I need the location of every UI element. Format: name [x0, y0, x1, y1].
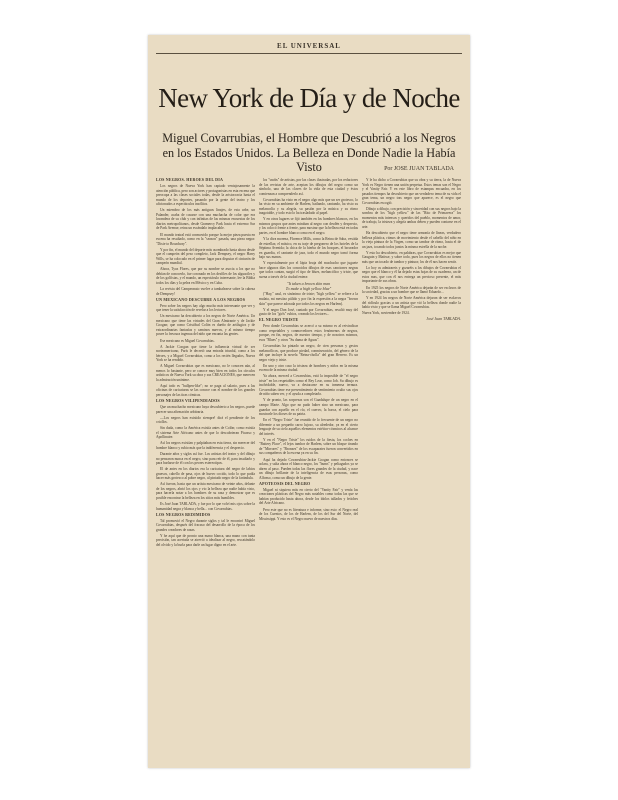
section-heading: LOS NEGROS VILIPENDIADOS: [156, 398, 220, 404]
paragraph: La revista del Campeonato vuelve a tambalearse sobre la cabeza de Dempsey!: [156, 287, 255, 296]
subheadline: Miguel Covarrubias, el Hombre que Descubrió a los Negros en los Estados Unidos. La Belleza en Donde Nadie la Había Visto: [162, 131, 456, 174]
paragraph: Tal promovió el Negro durante siglos y tal le encontró Miguel Covarrubias, después del fracaso del desarrollo de la época de los grandes creadores de razas.: [156, 518, 255, 532]
paragraph: Y en otros lugares se fijó también en los hombres blancos, en los mismos grupos que antes miraban al negro con desdén y desprecio, y los colocó frente a frente, para mostrar que la belleza está en todas partes, en el hombre blanco como en el negro.: [259, 217, 358, 236]
paragraph: Aquí ha dejado Covarrubias-Jackie Coogan como entonces se aclara, y salta ahora el blanco negro, los "bums" y peliagudos ya se abren al paso. Pueden todas las flores grandes de la ciudad, y nace un dibujo brillante de la inteligencia de esas personas, como Alfonso, como un dibujo de la gente.: [259, 457, 358, 480]
paragraph: Un miembro de los más antiguos linajes, de esta urbe, un Palander, acaba de casarse con una muchacha de color que era lavandera de su club y con infinitas de las mismas encuestas de los diarios metropolitanos, desde Gramercy Park hasta el extremo Sur de Park Avenue, reina un escándalo implacable.: [156, 208, 255, 231]
signature: José Juan TABLADA.: [426, 316, 461, 322]
section-heading: UN MEXICANO DESCUBRE A LOS NEGROS: [156, 296, 246, 302]
paragraph: El mundo teatral está conmovido porque la mejor pieza puesta en escena ha resultado, como en la "season" pasada, una pieza negra: "Dixie to Broadway".: [156, 232, 255, 246]
paragraph: Durante años y siglos así fue. Los artistas del teatro y del dibujo no pensaron nunca en el negro, sino para reír de él, para insultarlo y para burlarse de él con los peores estereotipos.: [156, 452, 255, 466]
paragraph: —Los negros han existido siempre! dirá el pendiente de los criollos.: [156, 415, 255, 425]
paragraph: Ha descubierto que el negro tiene armonía de líneas, verdadero belleza plástica, ritmos de movimiento desde el cabello del niño en la vieja pintura de la Virgen, como un tambor de ritmo, hasta el de un jazz, tocando todos juntos la misma estrella de la noche.: [362, 231, 461, 249]
column-3: [362, 178, 461, 760]
paragraph: Y de pronto, las sorpresas son el Guadalupe de un negro en el campo Marte. Algo que no pudo haber sino un mexicano, para guardar con aquello en el río, el cuervo, la barca, el cielo para mostrarle los dioses de su patria.: [259, 398, 358, 417]
paragraph: Pero este que no es literatura e informe, sino esto: el Negro real de los Cuentos, de los de Harlem, de los del Sur del Norte, del Mississippi. Y esto es el Negro nuevo de nuestros días.: [259, 507, 358, 521]
paragraph: Y en el "Negro Triste" los ruidos de la fiesta, los coches en "Battery Place", el lejos tambor de Harlem, sobre un bloque tirando de "Mirrores" y "Bronzes" de los escaparates fueron convertidos en sus compañeros de la escena ya en su fin.: [259, 437, 358, 456]
dateline: Nueva York, noviembre de 1924.: [362, 311, 410, 316]
masthead-rule: [156, 53, 462, 54]
newspaper-page: [148, 35, 470, 768]
paragraph: Los negros de Nueva York han captado ventajosamente la atención pública, pero son actores y protagonistas en esta escena que preocupa a las clases sociales todas, desde la aristocracia hasta el mundo de los deportes, pasando por la gente del teatro y los aficionados a espectáculos insólitos.: [156, 184, 255, 207]
section-heading: EL NEGRO TRISTE: [259, 317, 299, 323]
paragraph: Y la diva morena, Florence Mills, como la Reina de Saba, vestida de estrellas; el músico, en su traje de pregonero de los hoteles de la Séptima Avenida; la chica de la hierba de los bosques, el boxeador en guardia, el cantante de jazz, todo el mundo negro tomó forma bajo sus manos.: [259, 237, 358, 260]
paragraph: Y por fin, el mundo del deporte más asombrado hasta ahora desde que el campeón del peso completo, Jack Dempsey, el negro Harry Wills, se ha colocado en el primer lugar para disputar el cinturón de campeón mundial.: [156, 247, 255, 266]
paragraph: En uno y otro caso la tristeza de hombres y niños en la misma escena de la misma ciudad.: [259, 363, 358, 373]
paragraph: Así los negros existían y palpitaban en esta tierra, sin merecer del hombre blanco y rubio más que la indiferencia y el desprecio.: [156, 441, 255, 450]
paragraph: Y especialmente por el lápiz bruja del muchacho que juguete hace algunos días los conocidos dibujos de esas canciones negras que todos cantan, surgió el tipo de blues, melancólico y triste, que suena a través de la ciudad entera:: [259, 261, 358, 279]
paragraph: Covarrubias ha visto en el negro algo más que un ser grotesco, lo ha visto en su ambiente de Harlem, bailando, cantando, ha visto su melancolía y su alegría, su pasión por la música y su ritmo inagotable, y todo esto lo ha trasladado al papel.: [259, 197, 358, 216]
paragraph: Y esto ha descubierto, en palabras, que Covarrubias es mejor que Gauguin y Matisse, y sobre todo, pues los negros de ellos no tienen más que un tocado de tambor y pintura; los de él nos hacen sentir.: [362, 250, 461, 264]
paragraph: los "snobs" de artistas, por las clases ilustradas, por los redactores de las revistas de arte, aceptan los dibujos del negro como un símbolo, una de las claves de la vida de esta ciudad y éstos comienzan a comprenderlo así.: [259, 178, 358, 196]
paragraph: A Miguel Covarrubias que es mexicano, no le conocen aún, al menos lo bastante, pero se conoce muy bien en todos los círculos artísticos de Nueva York su obra y sus CREACIONES, que merecen la admiración unánime.: [156, 364, 255, 382]
section-heading: APOTEOSIS DEL NEGRO: [259, 480, 311, 486]
byline: Por JOSE JUAN TABLADA: [384, 166, 454, 172]
song-lyrics: "It taken a brown skin man To make a high yellow blue": [285, 280, 332, 291]
paragraph: Es José Juan TABLADA, y fue por lo que volví mis ojos sobre la humanidad negra y blanca y bella... con Covarrubias.: [156, 502, 255, 511]
column-1: [156, 178, 255, 760]
paragraph: Dibujo a dibujo, con precisión y sinceridad con sus negros bajo la sombra de los "high yellow" de las "Rito de Primavera" los momentos más intensos y queridos del pueblo, momentos de amor, de trabajo, la tristeza y alegría ambas deben y pueden contarse en el arte.: [362, 206, 461, 229]
paragraph: Ya ahora, merced a Covarrubias, está la imposible de "el negro triste" en los respetables como el Rey Lear, como Job. Su dibujo es inolvidable, nuevo, va a destacarse en su inmensa ternura. Covarrubias tiene ese presentimiento de sentimiento oculto sus ojos de niño saben ver, y el ayuda a completarlo.: [259, 374, 358, 397]
paragraph: Y he aquí que de pronto una mano blanca, una mano con tanta precisión, tan acertada se atrevió a idealizar al negro, rescatándolo del olvido y la burla para darle un lugar digno en el arte.: [156, 533, 255, 547]
paragraph: ("Hay," azul, es sinónimo de triste; "high yellow" se refiere a la mulata, mi mestizo pálido y por fin la expresión a la negra "brown skin" que parece adorada por todos los negros en Harlem).: [259, 292, 358, 306]
paragraph: Lo hoy os admirareis y gozaréis a los dibujos de Covarrubias el negro que el blanco y él ha dejado estas hojas de su cuaderno, un de estos mas, que con él nos entrega un precioso presente, el más importante de sus obras.: [362, 265, 461, 284]
paragraph: Que un muchacho mexicano haya descubierto a los negros, puede parecer una afirmación arbitraria.: [156, 405, 255, 414]
paragraph: En el "Negro Triste" fue reunido de lo frecuente de un negro no diferente a un pequeño carro lujoso, su alrededor, ya en el cierto lenguaje de su cielo aquellos elementos estético-cósmicos al alcance del interés.: [259, 418, 358, 436]
section-heading: LOS NEGROS REDIMIDOS: [156, 511, 211, 517]
paragraph: Y le ha dicho a Covarrubias que su obra y su tierra, la de Nueva York es Negro tienen una unión perpetua. Estos temas son el Negro y el Vanity Fair. Y en este libro de estampas encuadra, en los pasados tiempos ha descubierto que un verdadero tema de su vida el gran tema, un negro tras negro que aparece, es el negro que Covarrubias escogió.: [362, 178, 461, 205]
paragraph: Y en 1924 los negros de Norte América dejaron de ser esclavos del ridículo gracias a un artista que vió la belleza donde nadie la había visto y que se llama Miguel Covarrubias.: [362, 296, 461, 310]
paragraph: Sin duda, como la América existía antes de Colón; como existía el sistema Arte Africano antes de que lo descubrieran Picasso y Apollinaire.: [156, 426, 255, 440]
section-heading: LOS NEGROS. HEROES DEL DIA: [156, 178, 224, 182]
paragraph: Covarrubias ha pintado un negro, de cien personas y gestos melancólicos, que produce piedad, conmiseración, del género de la del que incluye la novela "Reina-cholla" del gran Herrero. Es un negro viejo y triste.: [259, 343, 358, 362]
paragraph: En 1925 los negros de Norte América dejarán de ser esclavos de la sociedad, gracias a un hombre que se llamó Eduardo...: [362, 285, 461, 295]
paragraph: Pero sobre los negros hay algo mucho más interesante que ver y que tener la satisfacción de revelar a los lectores.: [156, 303, 255, 313]
paragraph: Y el negro Don José, cantado por Covarrubias, resultó muy del gusto de los "girls" rubios, creando los lectores...: [259, 307, 358, 317]
paragraph: Así fueron, hasta que un artista mexicano de veinte años, delante de los negros, abrió los ojos y vio la belleza que nadie había visto, para hacerla notar a los hombres de su raza y demostrar que es posible encontrar la belleza en los sitios más humildes.: [156, 482, 255, 500]
paragraph: El de antes en los diarios era la caricatura del negro de labios gruesos, cabello de pasa, ojos de huevo cocido, todo lo que podía hacer más grotesco al pobre negro, al pintado negro de la farándula.: [156, 467, 255, 481]
column-2: [259, 178, 358, 760]
headline: New York de Día y de Noche: [158, 83, 460, 113]
paragraph: Aquí todo es "bullpen-like"; no se paga al salario, pues a las oficinas de caricaturas se las conoce con el nombre de los grandes personajes de las tiras cómicas.: [156, 383, 255, 398]
paragraph: A Jackie Coogan que tiene la influencia virtual de ser norteamericano, París le decretó una entrada triunfal, como a los héroes, y a Miguel Covarrubias, como a los recién llegados, Nueva York se ha rendido.: [156, 344, 255, 363]
paragraph: Ahora, Tyus Flores, que por su nombre se asocia a los que no debían de conocerlo, fue coronado en los desfiles de los alguaciles y de los golfistas, y el mundo, un espectáculo interesante, lee la Biblia todos los días y la pelea en México y en Cuba.: [156, 267, 255, 285]
masthead: EL UNIVERSAL: [277, 42, 341, 50]
paragraph: Un mexicano ha descubierto a los negros de Norte América. Un mexicano que tiene las virtudes del Gran Almirante y de Jackie Coogan; que como Cristóbal Colón es dueño de artilugios y de extraordinarias fantasías y caminos nuevos, y al mismo tiempo posee la frescura ingenua del niño que encanta las gentes.: [156, 314, 255, 337]
paragraph: Pero donde Covarrubias se acercó a su mismo es al reivindicar como respetables y conmovedores estos fenómenos de negros, porque, en fin, negros, de nuestro tiempo, y de nosotros mismos, esos "Blues" y otros "Su dama de Aguas".: [259, 324, 358, 342]
paragraph: Miguel ni siquiera más en cierto del "Vanity Fair" y venía las creaciones plásticas del Negro más notables como todas las que se habían producido hasta ahora, desde los ídolos tallados y fetiches del Arte Africano.: [259, 487, 358, 506]
paragraph: Ese mexicano es Miguel Covarrubias.: [160, 338, 215, 343]
